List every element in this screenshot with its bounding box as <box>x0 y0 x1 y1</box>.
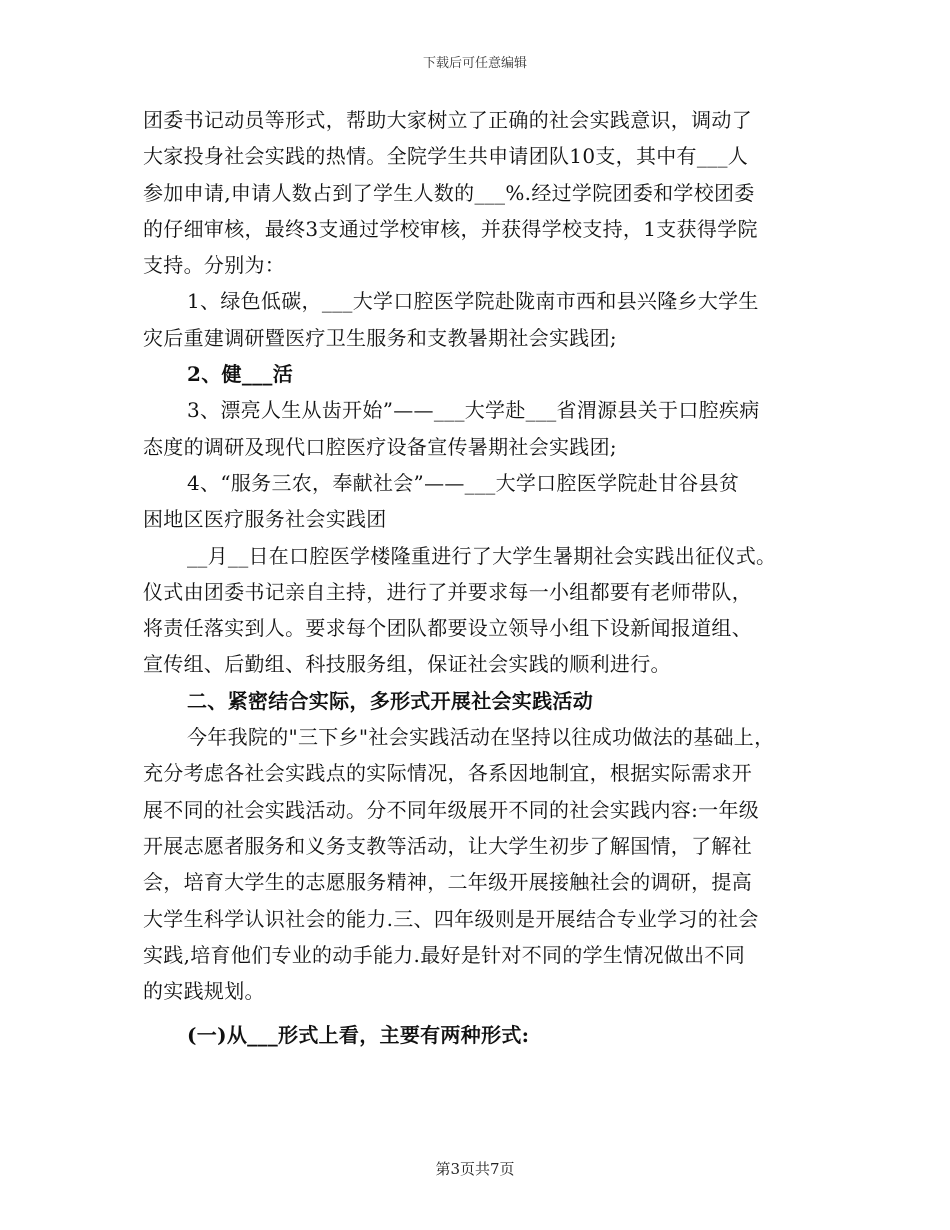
paragraph-line: 参加申请,申请人数占到了学生人数的___%.经过学院团委和学校团委 <box>143 180 755 205</box>
paragraph-line: 充分考虑各社会实践点的实际情况，各系因地制宜，根据实际需求开 <box>143 761 752 786</box>
paragraph-line: 态度的调研及现代口腔医疗设备宣传暑期社会实践团; <box>143 434 617 459</box>
paragraph-line: 仪式由团委书记亲自主持，进行了并要求每一小组都要有老师带队， <box>143 579 752 604</box>
list-item-1: 1、绿色低碳，___大学口腔医学院赴陇南市西和县兴隆乡大学生 <box>187 289 759 314</box>
paragraph-line: 会，培育大学生的志愿服务精神，二年级开展接触社会的调研，提高 <box>143 870 752 895</box>
paragraph-line: 的仔细审核，最终3支通过学校审核，并获得学校支持，1支获得学院 <box>143 216 758 241</box>
paragraph-line: 大学生科学认识社会的能力.三、四年级则是开展结合专业学习的社会 <box>143 906 759 931</box>
paragraph-line: 大家投身社会实践的热情。全院学生共申请团队10支，其中有___人 <box>143 144 749 169</box>
paragraph-line: 支持。分别为： <box>143 253 286 278</box>
page-number: 第3页共7页 <box>435 1160 515 1178</box>
paragraph-line: 宣传组、后勤组、科技服务组，保证社会实践的顺利进行。 <box>143 652 671 677</box>
paragraph-line: 将责任落实到人。要求每个团队都要设立领导小组下设新闻报道组、 <box>143 616 752 641</box>
section-heading: 二、紧密结合实际，多形式开展社会实践活动 <box>187 688 593 713</box>
paragraph-start: __月__日在口腔医学楼隆重进行了大学生暑期社会实践出征仪式。 <box>187 543 777 568</box>
paragraph-line: 实践,培育他们专业的动手能力.最好是针对不同的学生情况做出不同 <box>143 942 746 967</box>
paragraph-line: 开展志愿者服务和义务支教等活动，让大学生初步了解国情，了解社 <box>143 833 752 858</box>
body-text <box>143 102 808 1054</box>
list-item-3: 3、漂亮人生从齿开始”——___大学赴___省渭源县关于口腔疾病 <box>187 398 760 423</box>
paragraph-line: 灾后重建调研暨医疗卫生服务和支教暑期社会实践团; <box>143 325 617 350</box>
list-item-4: 4、“服务三农，奉献社会”——___大学口腔医学院赴甘谷县贫 <box>187 470 740 495</box>
paragraph-line: 展不同的社会实践活动。分不同年级展开不同的社会实践内容:一年级 <box>143 797 760 822</box>
paragraph-line: 的实践规划。 <box>143 979 265 1004</box>
subsection-heading: (一)从___形式上看，主要有两种形式: <box>187 1023 530 1048</box>
paragraph-line: 困地区医疗服务社会实践团 <box>143 507 387 532</box>
paragraph-start: 今年我院的"三下乡"社会实践活动在坚持以往成功做法的基础上， <box>187 725 775 750</box>
paragraph-line: 团委书记动员等形式，帮助大家树立了正确的社会实践意识，调动了 <box>143 108 752 132</box>
page-header: 下载后可任意编辑 <box>422 56 527 71</box>
list-item-2: 2、健___活 <box>187 362 294 387</box>
spacer <box>143 1009 808 1017</box>
